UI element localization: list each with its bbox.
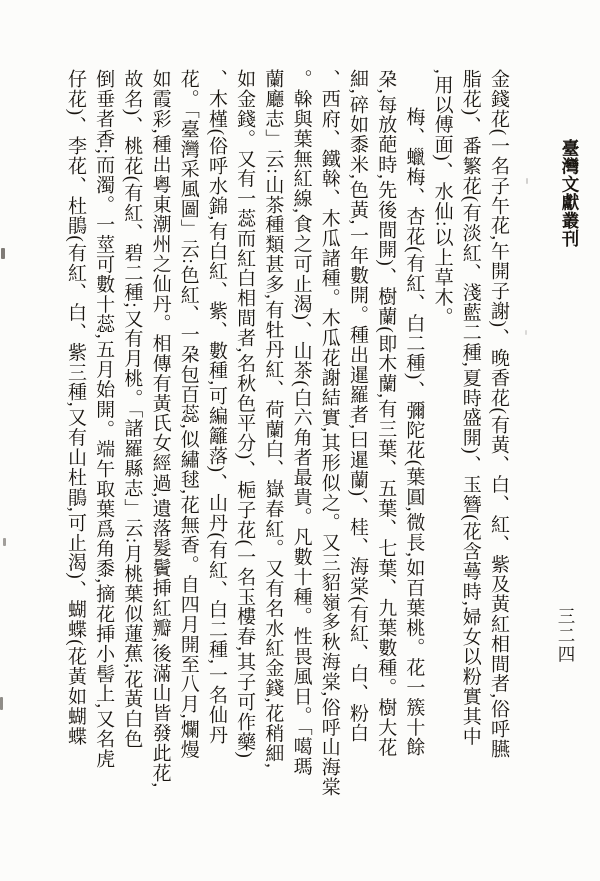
text-column: 梅、蠟梅、杏花(有紅、白二種)、彌陀花(葉圓,微長,如百葉桃。花一簇十餘 <box>403 107 425 757</box>
scan-artifact <box>525 330 527 335</box>
text-column: 金錢花(一名子午花,午開子謝)、晚香花(有黃、白、紅、紫及黃紅相間者,俗呼臙 <box>488 69 509 759</box>
text-column: 故名)、桃花(有紅、碧二種;又有月桃。「諸羅縣志」云:月桃葉似蓮蕉,花黃白色 <box>121 69 143 749</box>
text-column: 。榦與葉無紅線,食之可止渴)、山茶(白六角者最貴。凡數十種。性畏風日。「噶瑪 <box>290 69 312 777</box>
text-column: 仔花)、李花、杜鵑(有紅、白、紫三種,又有山杜鵑,可止渴)、蝴蝶(花黃如蝴蝶 <box>64 69 86 747</box>
text-column: 倒垂者香;而濁。一莖可數十蕊,五月始開。端午取葉爲角黍,摘花挿小髻上,又名虎 <box>93 69 115 769</box>
text-column: 花。「臺灣采風圖」云:色紅、一朶包百蕊,似繡毬,花無香。自四月開至八月,爛熳 <box>177 69 199 760</box>
text-column: 如金錢。又有一蕊而紅白相間者,名秋色平分)、梔子花(一名玉樓春,其子可作藥) <box>234 69 256 759</box>
page-number: 三二四 <box>556 607 576 665</box>
text-column: 如霞彩,種出粵東潮州之仙丹。相傳有黃氏女經過,遺落髮鬢挿紅瓣,後滿山皆發此花, <box>149 69 171 789</box>
scan-artifact <box>0 697 3 710</box>
text-column: 蘭廳志」云:山茶種類甚多,有牡丹紅、荷蘭白、嶽春紅。又有名水紅金錢,花稍細, <box>262 69 284 769</box>
text-column: 細,碎如黍米,色黃,一年數開。種出暹羅者,曰暹蘭)、桂、海棠(有紅、白、粉白 <box>346 69 368 743</box>
text-column: 、西府、鐵榦、木瓜諸種。木瓜花謝結實,其形似之。又三貂嶺多秋海棠,俗呼山海棠 <box>318 69 340 797</box>
text-column: 、木槿(俗呼水錦,有白紅、紫、數種,可編籬落)、山丹(有紅、白二種,一名仙丹 <box>205 69 227 745</box>
scan-artifact <box>1 248 5 259</box>
running-header: 臺灣文獻叢刊 <box>560 139 580 248</box>
text-column: ,用以傅面)、水仙:以上草木。 <box>431 69 453 327</box>
body-text <box>60 69 512 837</box>
text-column: 脂花)、番繁花(有淡紅、淺藍二種,夏時盛開)、玉簪(花含蕚時,婦女以粉實其中 <box>459 69 481 747</box>
scan-artifact <box>3 538 6 546</box>
text-column: 朶,每放葩時,先後間開)、樹蘭(即木蘭,有三葉、五葉、七葉、九葉數種。樹大花 <box>375 69 397 758</box>
scan-artifact <box>526 178 528 184</box>
